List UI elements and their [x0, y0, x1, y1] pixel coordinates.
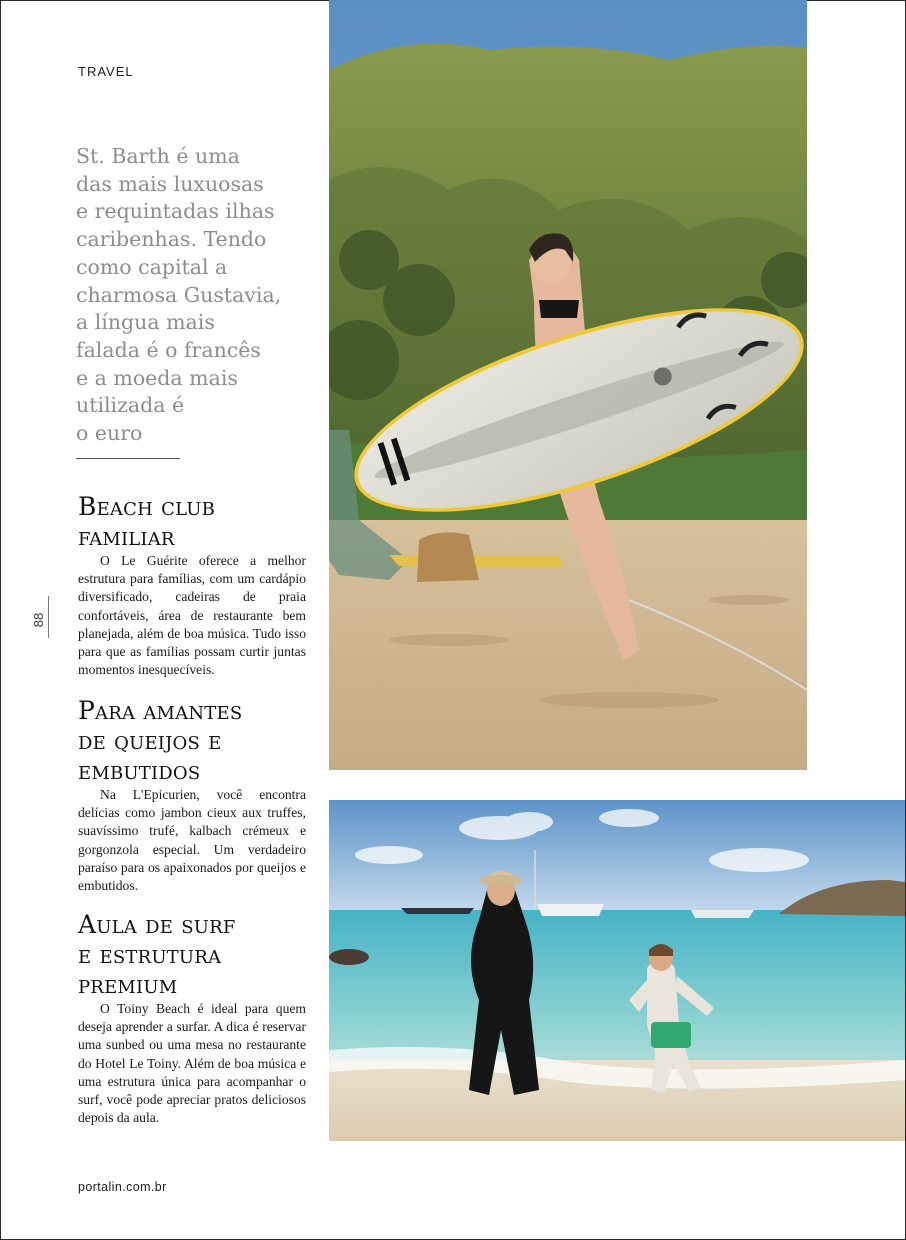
heading-line: de queijos e	[78, 726, 222, 755]
intro-pullquote	[76, 143, 312, 448]
intro-line: falada é o francês	[76, 337, 261, 362]
article-body: O Toiny Beach é ideal para quem deseja aprender a surfar. A dica é reservar uma sunbed ou uma mesa no restaurante do Hotel Le Toiny. Além de boa música e uma estrutura única para acompanhar o surf, você pode apreciar pratos deliciosos depois da aula.	[78, 1001, 306, 1126]
heading-line: premium	[78, 970, 178, 999]
article-body: Na L'Epicurien, você encontra delícias como jambon cieux aux truffes, suavíssimo trufé, kalbach crémeux e gorgonzola especial. Um verdadeiro paraíso para os apaixonados por queijos e embutidos.	[78, 787, 306, 894]
article-beach-club	[78, 492, 306, 679]
yellow-board	[389, 555, 564, 568]
intro-divider	[76, 458, 180, 459]
intro-line: o euro	[76, 421, 143, 446]
photo-surfboard-beach	[329, 0, 807, 770]
intro-line: charmosa Gustavia,	[76, 282, 282, 307]
photo-beach-family	[329, 800, 905, 1141]
intro-line: como capital a	[76, 254, 228, 279]
sack	[417, 532, 479, 582]
article-body: O Le Guérite oferece a melhor estrutura para famílias, com um cardápio diversificado, cadeiras de praia confortáveis, área de restaurante bem planejada, além de boa música. Tudo isso para que as famílias possam curtir juntas momentos inesquecíveis.	[78, 553, 306, 678]
article-heading	[78, 492, 306, 552]
heading-line: Beach club	[78, 492, 216, 521]
intro-line: utilizada é	[76, 393, 185, 418]
footer-url: portalin.com.br	[78, 1180, 167, 1194]
article-heading	[78, 696, 306, 786]
section-tag: TRAVEL	[78, 64, 134, 79]
page-number-divider	[48, 596, 49, 638]
heading-line: e estrutura	[78, 940, 222, 969]
heading-line: familiar	[78, 522, 175, 551]
heading-line: Aula de surf	[78, 910, 236, 939]
heading-line: Para amantes	[78, 696, 243, 725]
yacht	[537, 904, 604, 916]
intro-line: e requintadas ilhas	[76, 199, 275, 224]
yacht	[691, 910, 754, 918]
intro-line: a língua mais	[76, 310, 215, 335]
intro-line: das mais luxuosas	[76, 171, 264, 196]
intro-line: caribenhas. Tendo	[76, 227, 267, 252]
intro-line: St. Barth é uma	[76, 144, 240, 168]
yacht	[401, 908, 474, 914]
article-queijos	[78, 696, 306, 895]
intro-line: e a moeda mais	[76, 365, 238, 390]
page-number: 88	[31, 612, 46, 628]
article-heading	[78, 910, 306, 1000]
article-surf	[78, 910, 306, 1127]
heading-line: embutidos	[78, 756, 201, 785]
